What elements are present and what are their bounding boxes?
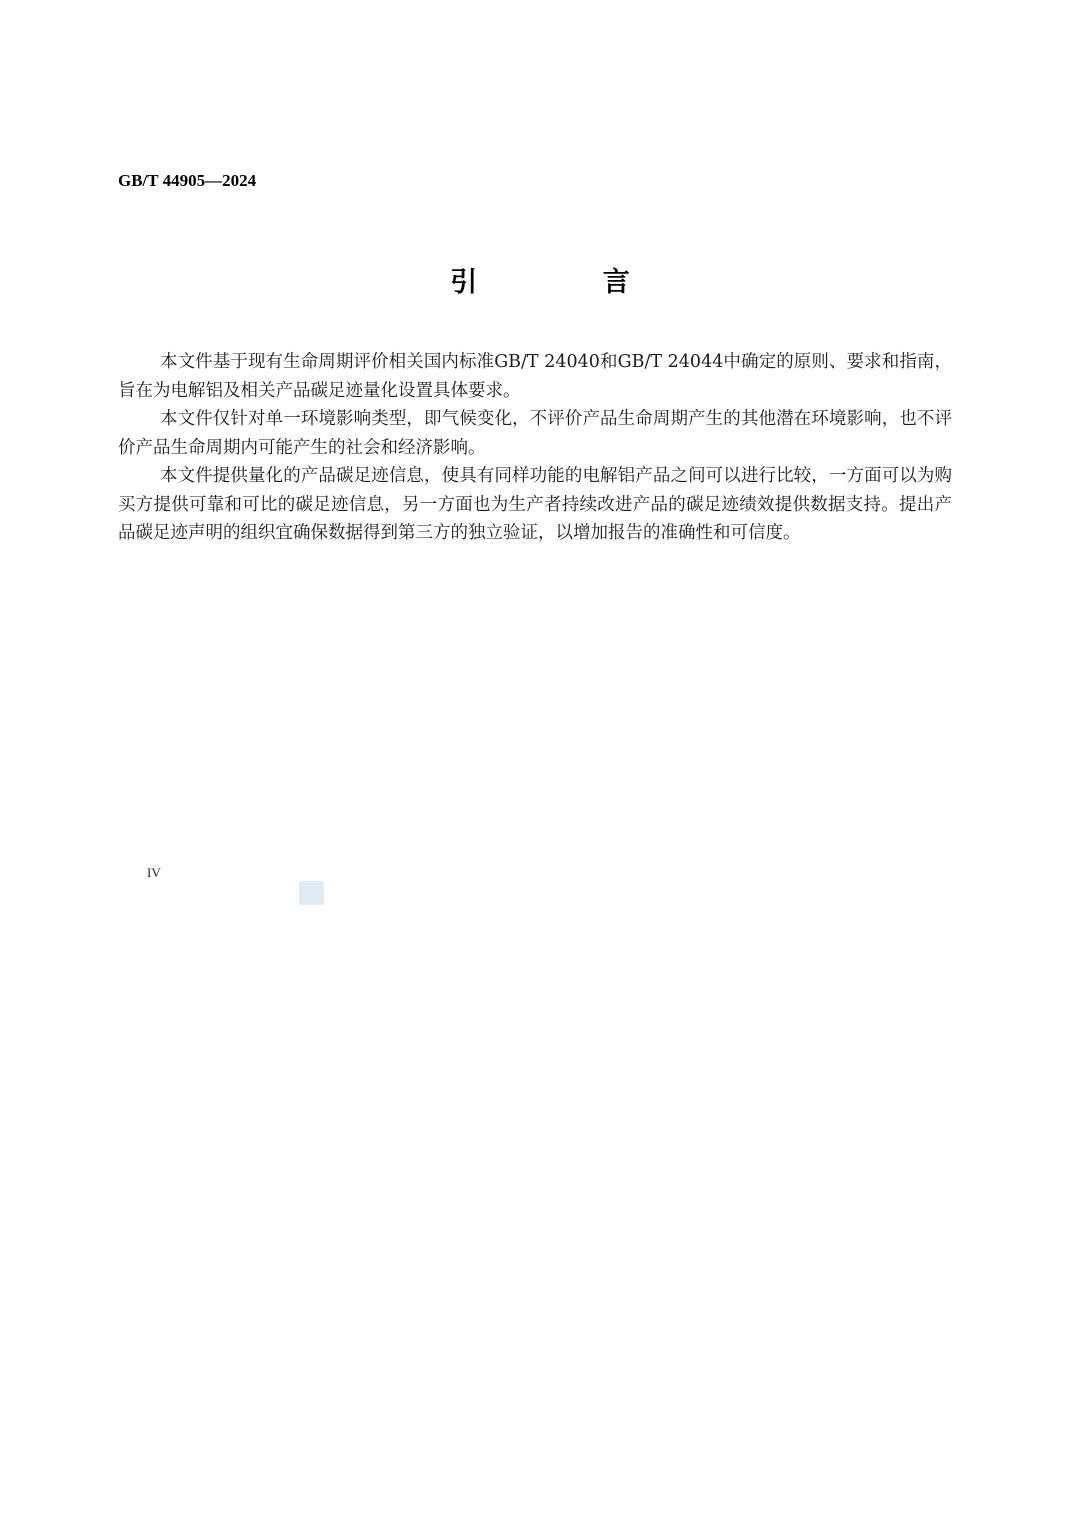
watermark-logo-icon [299, 881, 324, 905]
standard-number: GB/T 44905—2024 [118, 171, 257, 190]
section-title: 引 言 [450, 267, 688, 298]
paragraph-1: 本文件基于现有生命周期评价相关国内标准GB/T 24040和GB/T 24044中确定的原则、要求和指南，旨在为电解铝及相关产品碳足迹量化设置具体要求。 [118, 352, 952, 401]
page-number: IV [147, 865, 161, 880]
paragraph-2: 本文件仅针对单一环境影响类型，即气候变化，不评价产品生命周期产生的其他潜在环境影响，也不评价产品生命周期内可能产生的社会和经济影响。 [118, 409, 952, 458]
body-text [118, 348, 952, 548]
paragraph-3: 本文件提供量化的产品碳足迹信息，使具有同样功能的电解铝产品之间可以进行比较，一方面可以为购买方提供可靠和可比的碳足迹信息，另一方面也为生产者持续改进产品的碳足迹绩效提供数据支持。提出产品碳足迹声明的组织宜确保数据得到第三方的独立验证，以增加报告的准确性和可信度。 [118, 466, 952, 543]
